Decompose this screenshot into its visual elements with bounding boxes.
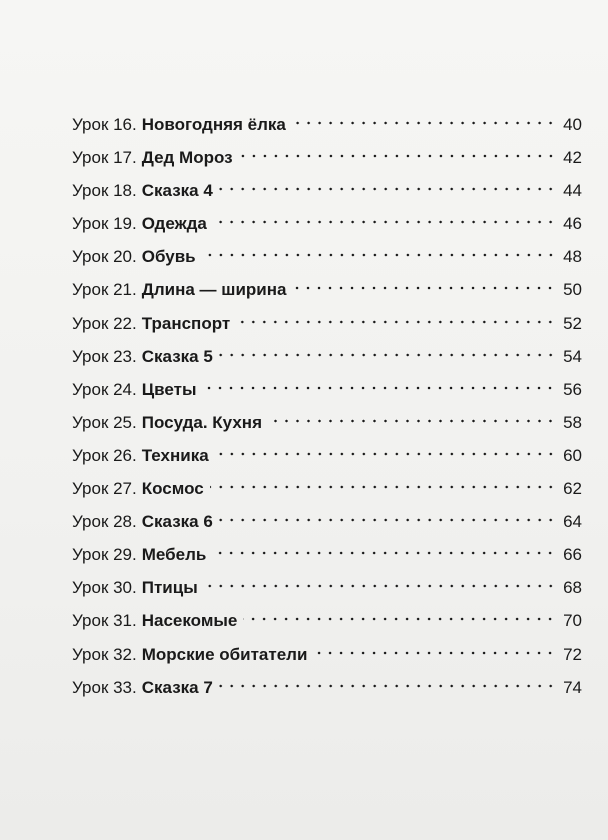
page-number: 46 (563, 214, 582, 234)
dot-leader (219, 352, 556, 358)
dot-leader (219, 683, 556, 689)
page-number: 48 (563, 247, 582, 267)
page-number: 44 (563, 181, 582, 201)
page-number: 54 (563, 346, 582, 366)
toc-entry (72, 571, 582, 604)
dot-leader (243, 616, 556, 622)
dot-leader (239, 153, 556, 159)
toc-entry (72, 307, 582, 340)
page-number: 64 (563, 512, 582, 532)
dot-leader (236, 319, 556, 325)
page-number: 42 (563, 148, 582, 168)
dot-leader (212, 550, 556, 556)
page-number: 40 (563, 115, 582, 134)
lesson-number: Урок 17. (72, 148, 137, 168)
dot-leader (313, 650, 556, 656)
lesson-title: Цветы (141, 379, 197, 399)
lesson-title: Одежда (141, 214, 207, 234)
page-number: 60 (563, 445, 582, 465)
dot-leader (219, 186, 556, 192)
lesson-title: Птицы (141, 578, 198, 598)
lesson-title: Сказка 4 (141, 181, 213, 201)
lesson-title: Новогодняя ёлка (141, 115, 286, 134)
toc-entry (72, 439, 582, 472)
toc-entry (72, 671, 582, 704)
dot-leader (219, 517, 556, 523)
lesson-title: Дед Мороз (141, 148, 233, 168)
lesson-number: Урок 22. (72, 313, 137, 333)
page-number: 50 (563, 280, 582, 300)
toc-entry (72, 207, 582, 240)
toc-entry (72, 108, 582, 141)
lesson-number: Урок 16. (72, 115, 137, 134)
lesson-title: Сказка 6 (141, 512, 213, 532)
page-number: 68 (563, 578, 582, 598)
lesson-number: Урок 23. (72, 346, 137, 366)
lesson-number: Урок 33. (72, 677, 137, 697)
lesson-number: Урок 18. (72, 181, 137, 201)
toc-entry (72, 505, 582, 538)
dot-leader (213, 219, 556, 225)
page-number: 72 (563, 644, 582, 664)
lesson-number: Урок 25. (72, 412, 137, 432)
dot-leader (202, 385, 556, 391)
lesson-title: Техника (141, 445, 209, 465)
dot-leader (210, 484, 556, 490)
lesson-title: Морские обитатели (141, 644, 308, 664)
page-number: 62 (563, 479, 582, 499)
toc-entry (72, 240, 582, 273)
toc-entry (72, 340, 582, 373)
page-number: 66 (563, 545, 582, 565)
lesson-title: Сказка 5 (141, 346, 213, 366)
lesson-title: Обувь (141, 247, 196, 267)
toc-entry (72, 472, 582, 505)
dot-leader (215, 451, 556, 457)
toc-entry (72, 174, 582, 207)
lesson-number: Урок 20. (72, 247, 137, 267)
lesson-title: Сказка 7 (141, 677, 213, 697)
toc-entry (72, 141, 582, 174)
dot-leader (292, 285, 556, 291)
dot-leader (292, 120, 556, 126)
lesson-number: Урок 24. (72, 379, 137, 399)
page-number: 70 (563, 611, 582, 631)
toc-entry (72, 638, 582, 671)
lesson-title: Транспорт (141, 313, 231, 333)
lesson-title: Длина — ширина (141, 280, 287, 300)
toc-entry (72, 373, 582, 406)
toc-entry (72, 273, 582, 306)
lesson-title: Мебель (141, 545, 207, 565)
dot-leader (268, 418, 556, 424)
lesson-number: Урок 28. (72, 512, 137, 532)
dot-leader (204, 583, 556, 589)
lesson-title: Насекомые (141, 611, 238, 631)
page-number: 74 (563, 677, 582, 697)
lesson-number: Урок 32. (72, 644, 137, 664)
lesson-number: Урок 29. (72, 545, 137, 565)
toc-entry (72, 604, 582, 637)
lesson-title: Космос (141, 479, 204, 499)
lesson-number: Урок 26. (72, 445, 137, 465)
page-number: 56 (563, 379, 582, 399)
lesson-number: Урок 31. (72, 611, 137, 631)
lesson-number: Урок 21. (72, 280, 137, 300)
lesson-number: Урок 19. (72, 214, 137, 234)
lesson-title: Посуда. Кухня (141, 412, 262, 432)
lesson-number: Урок 27. (72, 479, 137, 499)
toc-entry (72, 538, 582, 571)
table-of-contents (72, 108, 582, 704)
lesson-number: Урок 30. (72, 578, 137, 598)
page-number: 52 (563, 313, 582, 333)
dot-leader (202, 252, 556, 258)
toc-entry (72, 406, 582, 439)
page-number: 58 (563, 412, 582, 432)
